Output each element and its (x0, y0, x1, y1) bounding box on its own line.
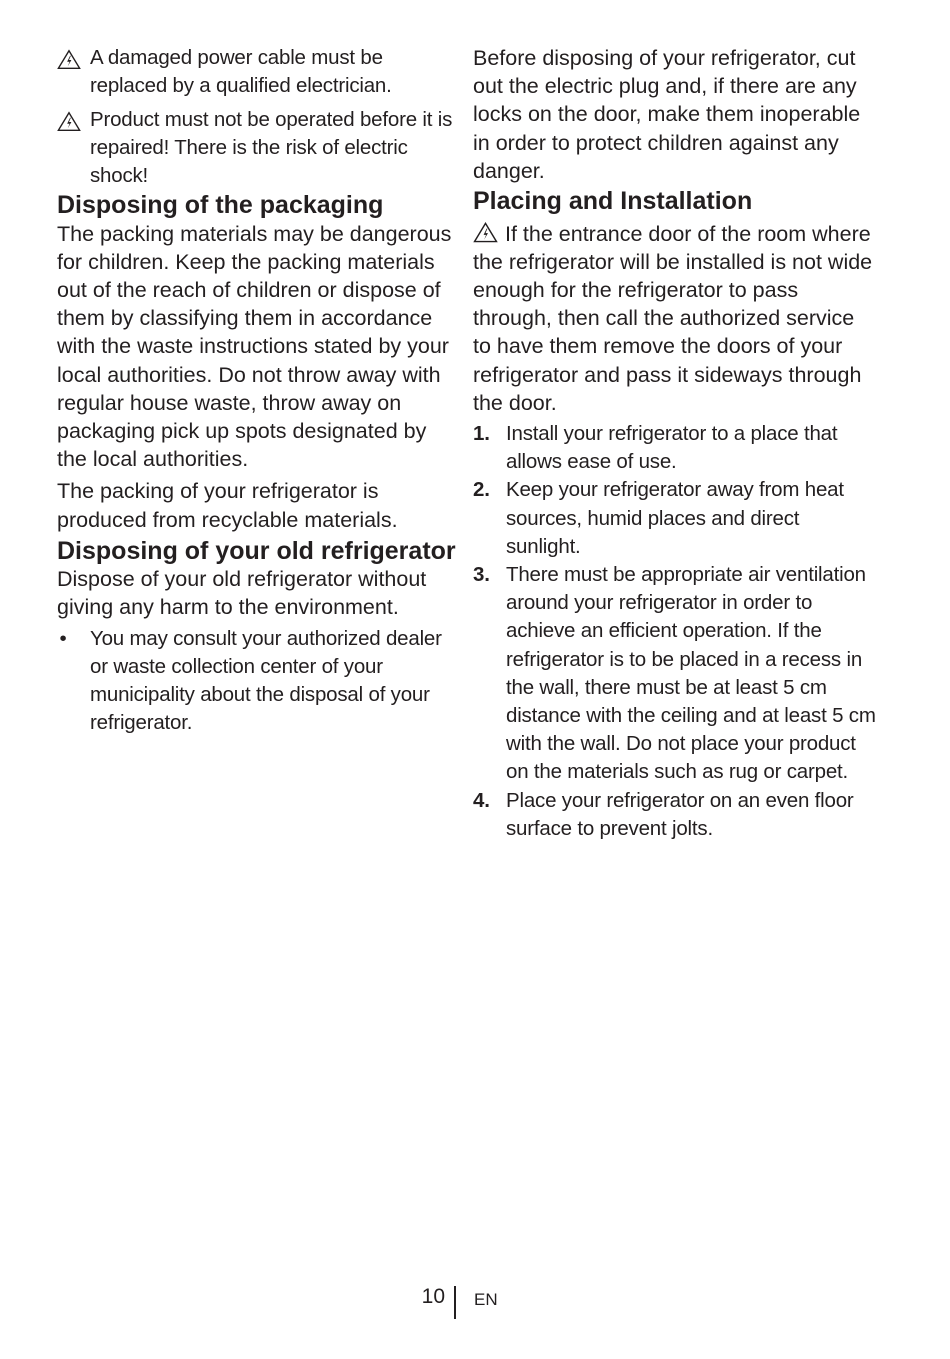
warning-damaged-cable (57, 44, 457, 100)
list-item (57, 625, 457, 738)
warning-triangle-icon (57, 49, 81, 70)
heading-disposing-packaging: Disposing of the packaging (57, 191, 384, 219)
step-text: Place your refrigerator on an even floor surface to prevent jolts. (506, 788, 854, 840)
warning-not-operated (57, 106, 457, 190)
old-refrigerator-intro: Dispose of your old refrigerator without giving any harm to the environment. (57, 567, 427, 620)
right-column (473, 44, 878, 843)
installation-steps (473, 420, 878, 843)
step-text: Install your refrigerator to a place that allows ease of use. (506, 421, 838, 474)
step-number: 2. (473, 478, 490, 502)
bullet-icon: • (59, 626, 67, 650)
warning-triangle-icon (57, 111, 81, 132)
language-code: EN (474, 1290, 498, 1309)
list-item (473, 787, 878, 843)
footer-divider (454, 1286, 456, 1319)
list-item (473, 420, 878, 476)
page-number: 10 (421, 1285, 445, 1308)
page-footer (0, 1283, 950, 1319)
installation-warning-text: If the entrance door of the room where the refrigerator will be installed is not wide enough for the refrigerator to pass through, then call the authorized service to have them remove the doors of your refrigerator and pass it sideways through the door. (473, 221, 873, 415)
list-item (473, 561, 878, 787)
step-text: Keep your refrigerator away from heat sources, humid places and direct sunlight. (506, 478, 844, 558)
step-text: There must be appropriate air ventilation around your refrigerator in order to achieve an efficient operation. If the refrigerator is to be placed in a recess in the wall, there must be at least 5 cm distance with the ceiling and at least 5 cm with the wall. Do not place your product on the materials such as rug or carpet. (506, 562, 876, 784)
installation-warning (473, 220, 878, 417)
packaging-paragraph-2: The packing of your refrigerator is produced from recyclable materials. (57, 479, 398, 532)
step-number: 4. (473, 788, 490, 812)
left-column (57, 44, 457, 737)
list-item (473, 476, 878, 561)
packaging-paragraph-1: The packing materials may be dangerous for children. Keep the packing materials out of the reach of children or dispose of them by classifying them in accordance with the waste instructions stated by your local authorities. Do not throw away with regular house waste, throw away on packaging pick up spots designated by the local authorities. (57, 221, 452, 472)
bullet-text: You may consult your authorized dealer or waste collection center of your municipality about the disposal of your refrigerator. (90, 626, 442, 735)
step-number: 1. (473, 421, 490, 445)
heading-placing-installation: Placing and Installation (473, 187, 753, 216)
heading-disposing-old-refrigerator: Disposing of your old refrigerator (57, 536, 456, 565)
warning-text: A damaged power cable must be replaced by a qualified electrician. (90, 46, 392, 97)
warning-text: Product must not be operated before it is repaired! There is the risk of electric shock! (90, 108, 453, 187)
disposal-note: Before disposing of your refrigerator, cut out the electric plug and, if there are any locks on the door, make them inoperable in order to protect children against any danger. (473, 46, 861, 183)
step-number: 3. (473, 562, 490, 586)
warning-triangle-icon (473, 222, 498, 243)
